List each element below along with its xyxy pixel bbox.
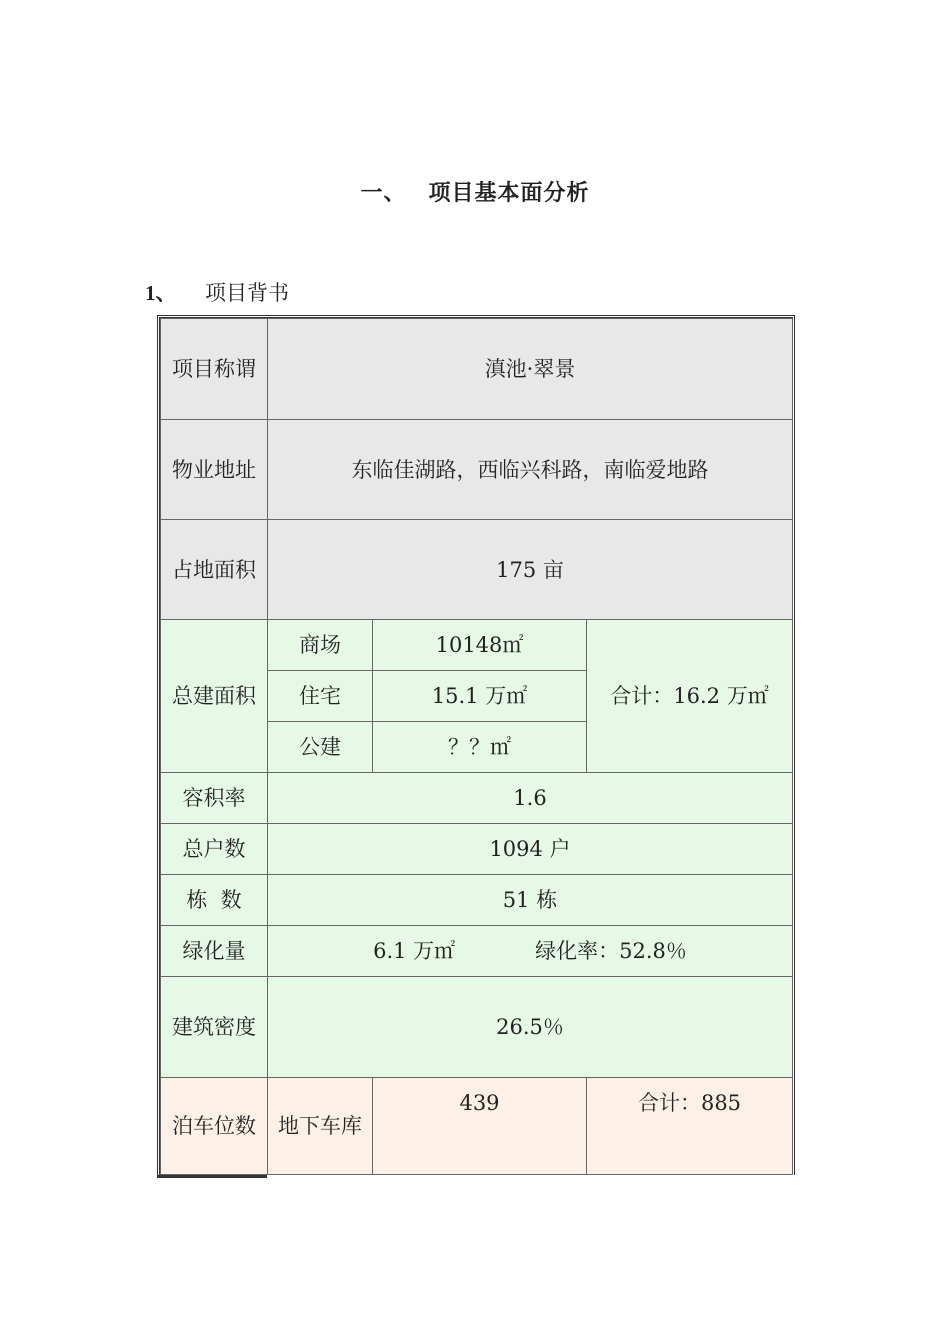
address-value: 东临佳湖路，西临兴科路，南临爱地路 xyxy=(268,420,793,520)
buildings-value: 51 栋 xyxy=(268,875,793,926)
row-label: 占地面积 xyxy=(161,520,268,620)
table-row xyxy=(161,620,793,671)
row-label: 项目称谓 xyxy=(161,319,268,420)
row-label: 泊车位数 xyxy=(161,1078,268,1175)
table-row xyxy=(161,319,793,420)
gfa-value: 15.1 万㎡ xyxy=(373,671,587,722)
gfa-type: 商场 xyxy=(268,620,373,671)
gfa-type: 住宅 xyxy=(268,671,373,722)
table-row xyxy=(161,824,793,875)
table-row xyxy=(161,1078,793,1175)
table-row xyxy=(161,420,793,520)
table-row xyxy=(161,520,793,620)
gfa-type: 公建 xyxy=(268,722,373,773)
project-table xyxy=(157,315,795,1175)
table-row xyxy=(161,926,793,977)
row-label: 容积率 xyxy=(161,773,268,824)
section-number: 一、 xyxy=(360,181,407,206)
row-label: 总建面积 xyxy=(161,620,268,773)
gfa-value: 10148㎡ xyxy=(373,620,587,671)
row-label: 物业地址 xyxy=(161,420,268,520)
far-value: 1.6 xyxy=(268,773,793,824)
row-label: 绿化量 xyxy=(161,926,268,977)
greening-cell xyxy=(268,926,793,977)
table-row xyxy=(161,977,793,1078)
table-row xyxy=(161,875,793,926)
subsection-heading xyxy=(145,277,289,307)
density-value: 26.5％ xyxy=(268,977,793,1078)
table-row xyxy=(161,773,793,824)
row-label: 栋 数 xyxy=(161,875,268,926)
row-label: 建筑密度 xyxy=(161,977,268,1078)
parking-type: 地下车库 xyxy=(268,1078,373,1175)
households-value: 1094 户 xyxy=(268,824,793,875)
section-heading xyxy=(0,176,950,207)
greening-rate: 绿化率：52.8％ xyxy=(535,939,687,963)
table-bottom-border xyxy=(157,1175,267,1178)
project-name-value: 滇池·翠景 xyxy=(268,319,793,420)
parking-value: 439 xyxy=(373,1078,587,1175)
section-title: 项目基本面分析 xyxy=(428,181,590,206)
gfa-value: ？？㎡ xyxy=(373,722,587,773)
subsection-number: 1、 xyxy=(145,281,177,305)
row-label: 总户数 xyxy=(161,824,268,875)
parking-total: 合计：885 xyxy=(587,1078,793,1175)
gfa-total: 合计：16.2 万㎡ xyxy=(587,620,793,773)
greening-value: 6.1 万㎡ xyxy=(373,939,456,963)
land-area-value: 175 亩 xyxy=(268,520,793,620)
subsection-title: 项目背书 xyxy=(205,281,289,305)
